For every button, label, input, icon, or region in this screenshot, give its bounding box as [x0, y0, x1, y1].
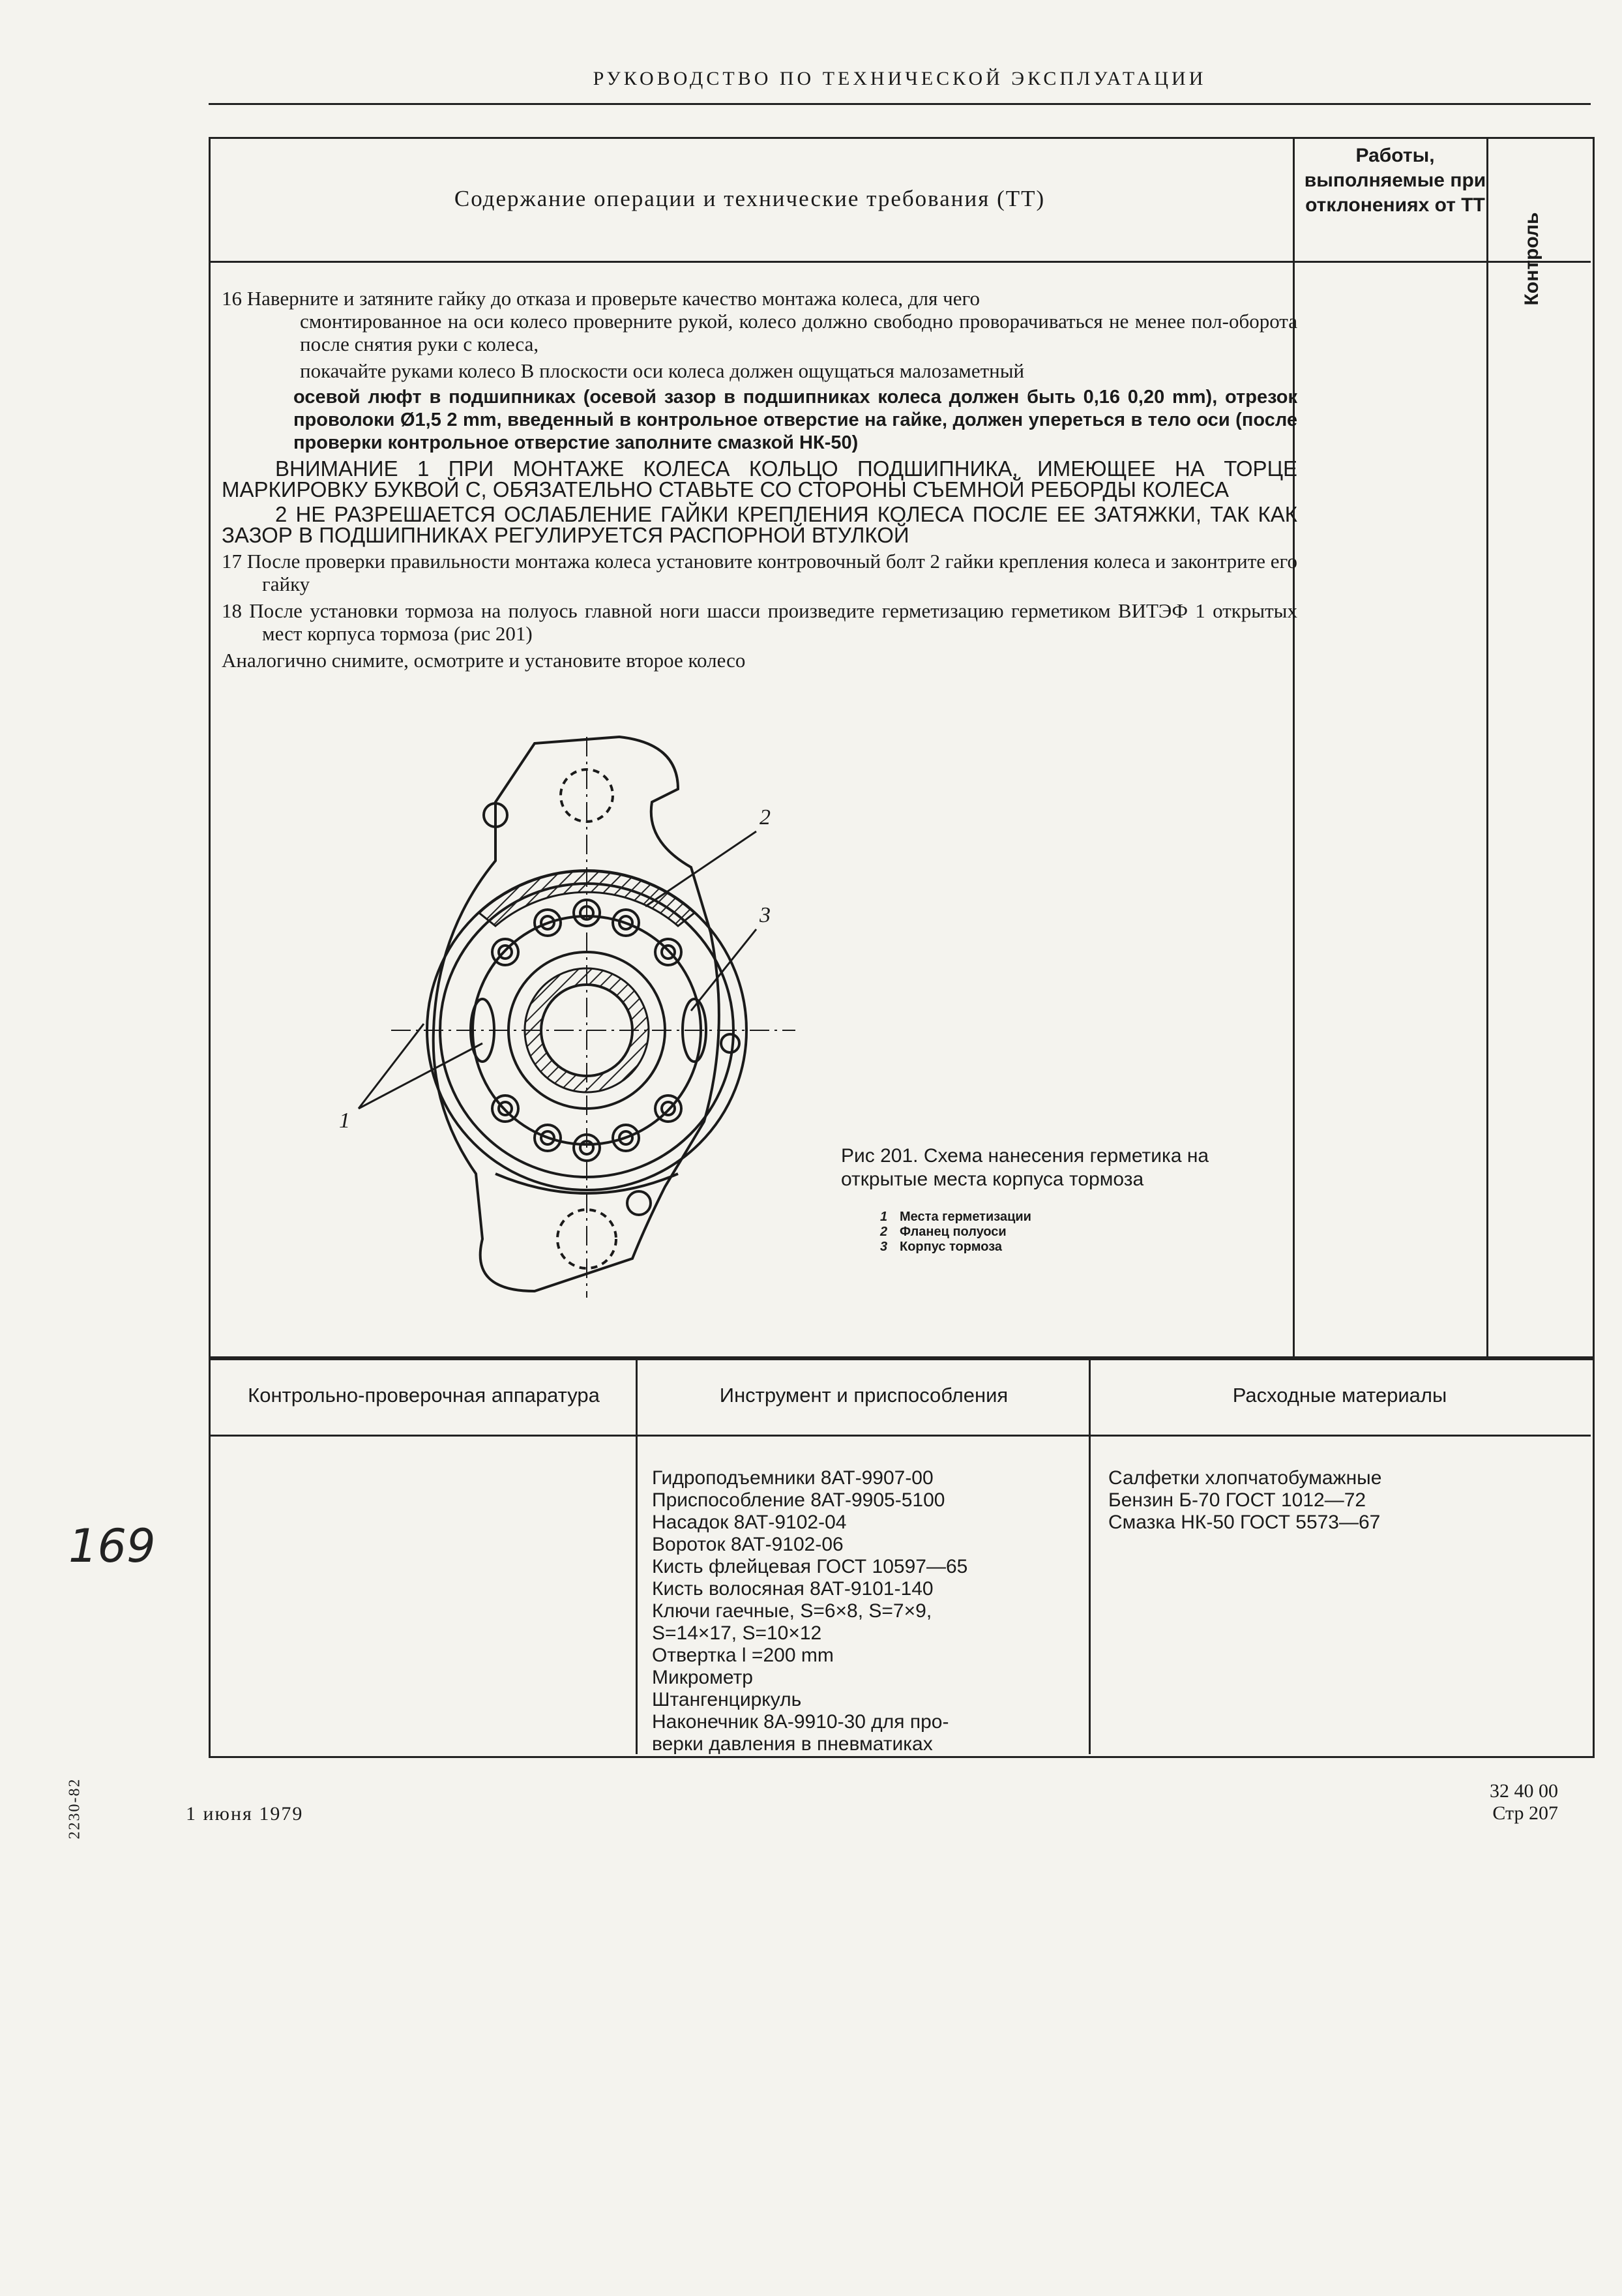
list-item: Микрометр	[652, 1667, 753, 1688]
warning-2: 2 НЕ РАЗРЕШАЕТСЯ ОСЛАБЛЕНИЕ ГАЙКИ КРЕПЛЕНИЯ КОЛЕСА ПОСЛЕ ЕЕ ЗАТЯЖКИ, ТАК КАК ЗАЗОР В ПОДШИПНИКАХ РЕГУЛИРУЕТСЯ РАСПОРНОЙ ВТУЛКОЙ	[222, 502, 1297, 547]
list-item: Салфетки хлопчатобумажные	[1108, 1467, 1382, 1489]
header-divider	[209, 261, 1591, 263]
step-16-d: осевой люфт в подшипниках (осевой зазор в подшипниках колеса должен быть 0,16 0,20 mm), отрезок проволоки Ø1,5 2 mm, введенный в контрольное отверстие на гайке, должен упереться в тело оси (после проверки контрольное отверстие заполните смазкой НК-50)	[293, 387, 1297, 453]
step-18: 18 После установки тормоза на полуось главной ноги шасси произведите герметизацию герметиком ВИТЭФ 1 открытых мест корпуса тормоза (рис 201)	[222, 599, 1297, 645]
list-item: Насадок 8АТ-9102-04	[652, 1512, 847, 1533]
list-item: Отвертка l =200 mm	[652, 1645, 834, 1666]
list-item: верки давления в пневматиках	[652, 1733, 933, 1755]
footer-page-info	[1454, 1780, 1558, 1825]
list-item: Кисть флейцевая ГОСТ 10597—65	[652, 1556, 968, 1577]
list-item: Наконечник 8А-9910-30 для про-	[652, 1711, 949, 1733]
equipment-column-header: Контрольно-проверочная аппаратура	[248, 1384, 600, 1407]
running-title: РУКОВОДСТВО ПО ТЕХНИЧЕСКОЙ ЭКСПЛУАТАЦИИ	[593, 68, 1207, 89]
legend-item: 3 Корпус тормоза	[880, 1240, 1003, 1254]
legend-item: 2 Фланец полуоси	[880, 1225, 1007, 1239]
step-16-b: смонтированное на оси колесо проверните рукой, колесо должно свободно проворачиваться не менее пол-оборота после снятия руки с колеса,	[300, 310, 1297, 355]
consumables-column-header: Расходные материалы	[1232, 1384, 1447, 1407]
footer-code: 32 40 00	[1490, 1780, 1558, 1802]
resources-header-divider	[209, 1435, 1591, 1437]
control-column-header: Контроль	[1521, 212, 1542, 306]
callout-1: 1	[339, 1109, 350, 1133]
callout-3: 3	[759, 903, 771, 927]
content-column-header: Содержание операции и технические требования (ТТ)	[454, 186, 1046, 211]
figure-caption: Рис 201. Схема нанесения герметика на открытые места корпуса тормоза	[841, 1145, 1209, 1190]
list-item: Бензин Б-70 ГОСТ 1012—72	[1108, 1489, 1366, 1511]
list-item: S=14×17, S=10×12	[652, 1622, 822, 1644]
tools-column-header: Инструмент и приспособления	[719, 1384, 1009, 1407]
step-17: 17 После проверки правильности монтажа колеса установите контровочный болт 2 гайки крепления колеса и законтрите его гайку	[222, 550, 1297, 595]
warning-1: ВНИМАНИЕ 1 ПРИ МОНТАЖЕ КОЛЕСА КОЛЬЦО ПОДШИПНИКА, ИМЕЮЩЕЕ НА ТОРЦЕ МАРКИРОВКУ БУКВОЙ С, ОБЯЗАТЕЛЬНО СТАВЬТЕ СО СТОРОНЫ СЪЕМНОЙ РЕБОРДЫ КОЛЕСА	[222, 456, 1297, 501]
handwritten-page-number: 169	[68, 1519, 156, 1573]
step-19: Аналогично снимите, осмотрите и установите второе колесо	[222, 649, 746, 672]
list-item: Ключи гаечные, S=6×8, S=7×9,	[652, 1600, 932, 1622]
control-column-divider	[1486, 137, 1488, 1356]
footer-date: 1 июня 1979	[186, 1803, 304, 1825]
list-item: Приспособление 8АТ-9905-5100	[652, 1489, 945, 1511]
consumables-list	[1108, 1467, 1578, 1534]
tools-list	[652, 1467, 1095, 1755]
list-item: Вороток 8АТ-9102-06	[652, 1534, 844, 1555]
resources-col-divider-1	[636, 1356, 638, 1754]
side-code: 2230-82	[66, 1778, 83, 1840]
list-item: Гидроподъемники 8АТ-9907-00	[652, 1467, 934, 1489]
footer-page: Стр 207	[1492, 1802, 1558, 1824]
procedure-steps	[222, 287, 1297, 676]
works-column-header: Работы, выполняемые при отклонениях от ТТ	[1304, 145, 1486, 216]
header-rule	[209, 103, 1591, 105]
step-16-c: покачайте руками колесо В плоскости оси колеса должен ощущаться малозаметный	[300, 359, 1025, 382]
figure-legend	[880, 1210, 1271, 1255]
list-item: Смазка НК-50 ГОСТ 5573—67	[1108, 1512, 1381, 1533]
list-item: Штангенциркуль	[652, 1689, 802, 1710]
callout-2: 2	[759, 805, 771, 829]
legend-item: 1 Места герметизации	[880, 1210, 1031, 1224]
list-item: Кисть волосяная 8АТ-9101-140	[652, 1578, 934, 1600]
step-16-a: 16 Наверните и затяните гайку до отказа и проверьте качество монтажа колеса, для чего	[222, 287, 980, 310]
